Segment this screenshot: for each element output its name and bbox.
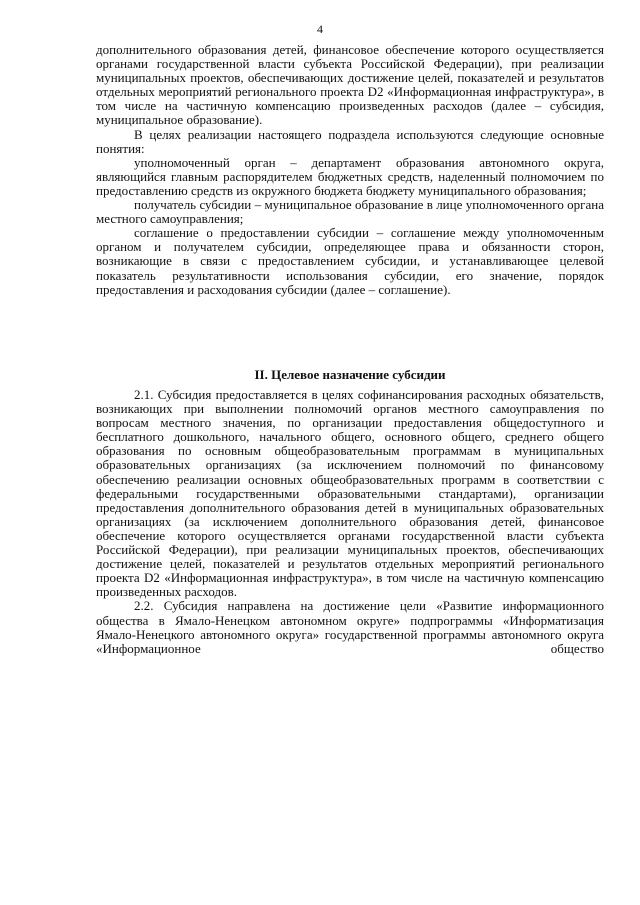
section-heading: II. Целевое назначение субсидии: [254, 367, 446, 382]
document-text-top: [96, 43, 604, 297]
document-text-section-2: [96, 388, 604, 656]
paragraph-2-1: 2.1. Субсидия предоставляется в целях софинансирования расходных обязательств, возникающих при выполнении полномочий органов местного самоуправления по вопросам местного значения, по организации предоставления общедоступного и бесплатного дошкольного, начального общего, основного общего, среднего общего образования по основным общеобразовательным программам в муниципальных образовательных организациях (за исключением полномочий по финансовому обеспечению реализации основных общеобразовательных программ в соответствии с федеральными государственными образовательными стандартами), организации предоставления дополнительного образования детей в муниципальных образовательных организациях (за исключением дополнительного образования детей, финансовое обеспечение которого осуществляется органами государственной власти субъекта Российской Федерации), при реализации муниципальных проектов, обеспечивающих достижение целей, показателей и результатов отдельных мероприятий регионального проекта D2 «Информационная инфраструктура», в том числе на частичную компенсацию произведенных расходов.: [96, 387, 604, 600]
paragraph-2-2: 2.2. Субсидия направлена на достижение цели «Развитие информационного общества в Ямало-Ненецком автономном округе» подпрограммы «Информатизация Ямало-Ненецкого автономного округа» государственной программы автономного округа «Информационное общество: [96, 598, 604, 656]
paragraph-definitions-intro: В целях реализации настоящего подраздела используются следующие основные понятия:: [96, 126, 604, 156]
paragraph-definition-recipient: получатель субсидии – муниципальное образование в лице уполномоченного органа местного самоуправления;: [96, 197, 604, 227]
paragraph-continuation: дополнительного образования детей, финансовое обеспечение которого осуществляется органами государственной власти субъекта Российской Федерации), при реализации муниципальных проектов, обеспечивающих достижение целей, показателей и результатов отдельных мероприятий регионального проекта D2 «Информационная инфраструктура», в том числе на частичную компенсацию произведенных расходов (далее – субсидия, муниципальное образование).: [96, 42, 604, 128]
page-number: 4: [317, 22, 323, 36]
paragraph-definition-authorized-body: уполномоченный орган – департамент образования автономного округа, являющийся главным распорядителем бюджетных средств, наделенный полномочием по предоставлению средств из окружного бюджета бюджету муниципального образования;: [96, 154, 604, 198]
paragraph-definition-agreement: соглашение о предоставлении субсидии – соглашение между уполномоченным органом и получателем субсидии, определяющее права и обязанности сторон, возникающие в связи с предоставлением субсидии, и устанавливающее целевой показатель результативности использования субсидии, его значение, порядок предоставления и расходования субсидии (далее – соглашение).: [96, 225, 604, 297]
